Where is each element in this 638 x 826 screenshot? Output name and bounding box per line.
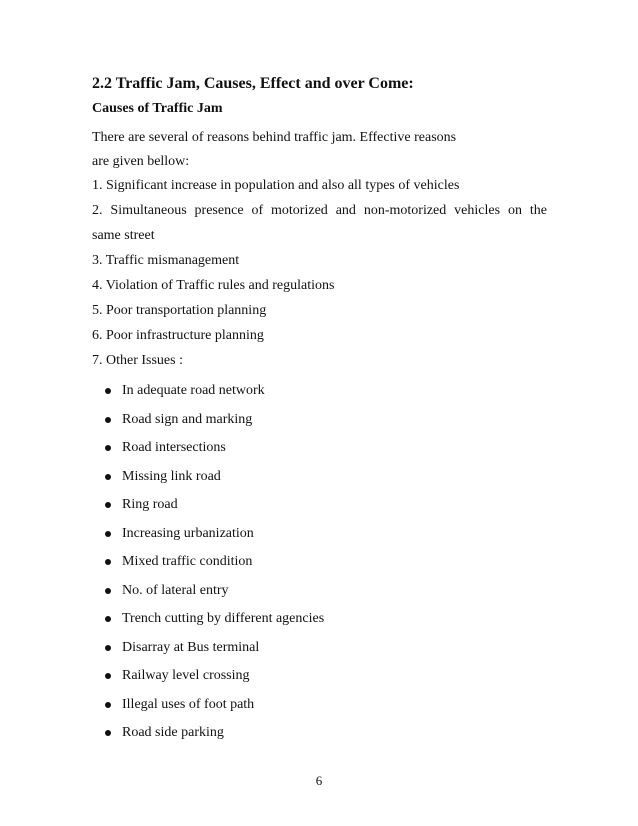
list-item [105,434,547,463]
list-item-text: Trench cutting by different agencies [122,611,325,626]
intro-line-1: There are several of reasons behind traffic jam. Effective reasons [92,130,457,145]
intro-line-2: are given bellow: [92,153,190,169]
bullet-icon [105,502,111,508]
bullet-icon [105,616,111,622]
bullet-icon [105,588,111,594]
other-issues-list [92,377,547,748]
list-item [105,377,547,406]
list-item [105,491,547,520]
list-item-text: Increasing urbanization [122,525,254,541]
bullet-icon [105,559,111,565]
cause-2-line-1: 2. Simultaneous presence of motorized and non-motorized vehicles on the [92,203,547,218]
list-item-text: Ring road [122,497,178,512]
list-item [105,634,547,663]
list-item-text: Illegal uses of foot path [122,696,255,712]
list-item-text: No. of lateral entry [122,582,229,598]
intro-paragraph [92,126,547,173]
cause-2 [92,198,547,248]
bullet-icon [105,673,111,679]
cause-3: 3. Traffic mismanagement [92,253,240,268]
list-item [105,548,547,577]
bullet-icon [105,388,111,394]
bullet-icon [105,445,111,451]
list-item-text: Missing link road [122,468,221,484]
bullet-icon [105,730,111,736]
list-item-text: Disarray at Bus terminal [122,639,260,655]
bullet-icon [105,645,111,651]
list-item [105,662,547,691]
list-item [105,719,547,748]
cause-1: 1. Significant increase in population and also all types of vehicles [92,178,460,193]
section-heading: 2.2 Traffic Jam, Causes, Effect and over Come: [92,75,414,92]
list-item-text: Road side parking [122,725,224,740]
cause-2-line-2: same street [92,228,155,243]
bullet-icon [105,417,111,423]
list-item-text: In adequate road network [122,383,265,398]
cause-5: 5. Poor transportation planning [92,303,267,318]
bullet-icon [105,531,111,537]
bullet-icon [105,474,111,480]
list-item [105,577,547,606]
list-item-text: Mixed traffic condition [122,554,253,569]
section-subheading: Causes of Traffic Jam [92,101,223,116]
cause-7: 7. Other Issues : [92,353,183,368]
list-item [105,406,547,435]
list-item [105,691,547,720]
bullet-icon [105,702,111,708]
page-number: 6 [315,773,323,788]
list-item [105,605,547,634]
cause-6: 6. Poor infrastructure planning [92,328,264,343]
list-item [105,463,547,492]
list-item-text: Road intersections [122,440,226,455]
list-item-text: Railway level crossing [122,668,250,683]
page-content [92,74,547,748]
list-item-text: Road sign and marking [122,411,253,427]
cause-4: 4. Violation of Traffic rules and regulations [92,278,335,293]
list-item [105,520,547,549]
